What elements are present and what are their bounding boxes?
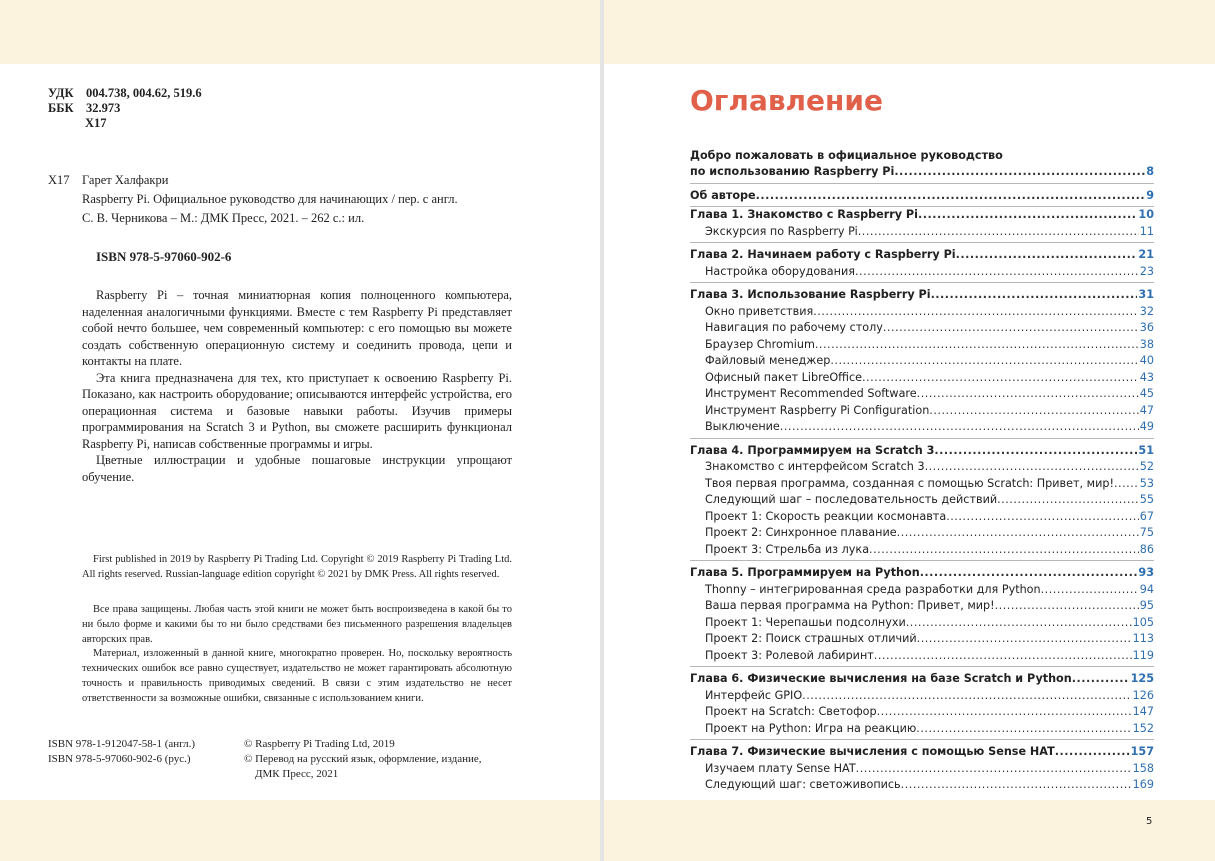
toc-entry-title: Проект 2: Синхронное плавание <box>705 526 897 539</box>
toc-page-number: 53 <box>1139 476 1154 490</box>
book-gutter <box>600 0 604 861</box>
toc-page-number: 51 <box>1138 443 1154 457</box>
toc-page-number: 113 <box>1132 632 1154 645</box>
leader-dots <box>830 353 1138 370</box>
toc-subentry[interactable] <box>690 721 1154 738</box>
toc-subentry[interactable] <box>690 688 1154 705</box>
toc-entry-title: Настройка оборудования <box>705 264 855 278</box>
leader-dots <box>883 320 1139 337</box>
leader-dots <box>855 264 1139 281</box>
toc-page-number: 45 <box>1139 387 1154 400</box>
toc-subentry[interactable] <box>690 492 1154 509</box>
bib-author: Гарет Халфакри <box>82 173 169 187</box>
leader-dots <box>874 648 1132 665</box>
toc-page-number: 9 <box>1146 188 1154 202</box>
toc-divider <box>690 438 1154 439</box>
rights-notice <box>82 603 512 707</box>
toc-subentry[interactable] <box>690 320 1154 337</box>
leader-dots <box>1041 582 1139 599</box>
udk-value: 004.738, 004.62, 519.6 <box>86 86 202 100</box>
toc-page-number: 32 <box>1139 304 1154 318</box>
leader-dots <box>894 164 1145 181</box>
toc-page-number: 169 <box>1132 778 1154 791</box>
toc-entry-title: Проект 1: Черепашьи подсолнухи <box>705 615 906 629</box>
toc-page-number: 11 <box>1139 224 1154 238</box>
table-of-contents <box>690 148 1154 794</box>
annotation-paragraph: Raspberry Pi – точная миниатюрная копия полноценного компьютера, наделенная аналогичными функциями. Вместе с тем Raspberry Pi представляет собой нечто большее, чем современный компьютер: с его помощью вы можете создать собственную операционную систему и соединить провода, цепи и контакты на плате. <box>82 288 512 368</box>
toc-divider <box>690 282 1154 283</box>
leader-dots <box>901 777 1132 794</box>
toc-entry-title: Следующий шаг – последовательность действий <box>705 493 998 506</box>
toc-subentry[interactable] <box>690 615 1154 632</box>
page-number: 5 <box>1146 816 1153 827</box>
toc-divider <box>690 242 1154 243</box>
toc-divider <box>690 739 1154 740</box>
bbk-value: 32.973 <box>86 101 121 115</box>
leader-dots <box>815 337 1139 354</box>
toc-divider <box>690 183 1154 184</box>
top-band <box>0 0 1215 64</box>
toc-chapter[interactable] <box>690 247 1154 264</box>
leader-dots <box>929 403 1138 420</box>
bottom-band <box>0 800 1215 861</box>
leader-dots <box>858 224 1139 241</box>
toc-subentry[interactable] <box>690 648 1154 665</box>
bbk-label: ББК <box>48 101 74 115</box>
toc-page-number: 38 <box>1139 337 1154 351</box>
toc-subentry[interactable] <box>690 704 1154 721</box>
toc-subentry[interactable] <box>690 403 1154 420</box>
toc-subentry[interactable] <box>690 386 1154 403</box>
toc-subentry[interactable] <box>690 761 1154 778</box>
isbn-russian: ISBN 978-5-97060-902-6 (рус.) <box>48 753 191 765</box>
copyright-line: © Перевод на русский язык, оформление, издание, <box>244 753 482 765</box>
toc-chapter[interactable] <box>690 443 1154 460</box>
toc-page-number: 93 <box>1138 566 1154 579</box>
toc-entry-title: Проект 3: Стрельба из лука <box>705 542 870 556</box>
toc-subentry[interactable] <box>690 337 1154 354</box>
toc-entry-title: Инструмент Raspberry Pi Configuration <box>705 403 930 417</box>
leader-dots <box>813 304 1139 321</box>
toc-subentry[interactable] <box>690 525 1154 542</box>
leader-dots <box>997 492 1139 509</box>
toc-entry-title: Окно приветствия <box>705 304 814 318</box>
toc-page-number: 157 <box>1130 745 1154 758</box>
toc-page-number: 43 <box>1139 370 1154 384</box>
copyright-english <box>82 552 512 582</box>
toc-page-number: 125 <box>1130 672 1154 685</box>
toc-page-number: 47 <box>1139 403 1154 417</box>
toc-page-number: 147 <box>1132 705 1154 718</box>
copyright-text: First published in 2019 by Raspberry Pi Trading Ltd. Copyright © 2019 Raspberry Pi Trading Ltd. All rights reserved. Russian-language edition copyright © 2021 by DMK Press. All rights reserved. <box>82 554 512 580</box>
leader-dots <box>995 598 1139 615</box>
toc-entry-title: Знакомство с интерфейсом Scratch 3 <box>705 460 925 473</box>
leader-dots <box>897 525 1139 542</box>
toc-entry-title: Инструмент Recommended Software <box>705 387 917 400</box>
toc-page-number: 94 <box>1139 582 1154 596</box>
leader-dots <box>956 247 1138 264</box>
toc-page-number: 119 <box>1132 648 1154 662</box>
toc-entry-title: Твоя первая программа, созданная с помощью Scratch: Привет, мир! <box>705 476 1114 490</box>
toc-entry-title: Браузер Chromium <box>705 337 815 351</box>
isbn-english: ISBN 978-1-912047-58-1 (англ.) <box>48 738 196 750</box>
toc-entry-title: Изучаем плату Sense HAT <box>705 761 856 775</box>
toc-divider <box>690 666 1154 667</box>
toc-page-number: 86 <box>1139 542 1154 556</box>
leader-dots <box>916 721 1131 738</box>
toc-subentry[interactable] <box>690 353 1154 370</box>
leader-dots <box>869 542 1139 559</box>
toc-entry-title: Проект 3: Ролевой лабиринт <box>705 648 874 662</box>
toc-entry-title: Глава 4. Программируем на Scratch 3 <box>690 443 935 457</box>
toc-entry-title: Проект на Scratch: Светофор <box>705 705 877 718</box>
leader-dots <box>802 688 1132 705</box>
toc-divider <box>690 560 1154 561</box>
toc-chapter[interactable] <box>690 207 1154 224</box>
toc-entry-title: Навигация по рабочему столу <box>705 321 883 334</box>
toc-page-number: 49 <box>1139 420 1154 433</box>
toc-entry-title: Выключение <box>705 420 780 433</box>
author-code: Х17 <box>85 116 107 130</box>
toc-entry-about[interactable] <box>690 188 1154 205</box>
leader-dots <box>917 631 1132 648</box>
toc-entry-title: Глава 1. Знакомство с Raspberry Pi <box>690 208 918 221</box>
toc-page-number: 52 <box>1139 460 1154 473</box>
toc-page-number: 31 <box>1138 288 1154 301</box>
toc-page-number: 21 <box>1138 248 1154 261</box>
leader-dots <box>1055 744 1130 761</box>
toc-entry-title: Глава 7. Физические вычисления с помощью Sense HAT <box>690 745 1055 758</box>
copyright-line: © Raspberry Pi Trading Ltd, 2019 <box>244 738 395 750</box>
rights-paragraph: Все права защищены. Любая часть этой книги не может быть воспроизведена в какой бы то ни было форме и какими бы то ни было средствами без письменного разрешения владельцев авторских прав. <box>82 604 512 645</box>
toc-subentry[interactable] <box>690 542 1154 559</box>
toc-entry-title: Офисный пакет LibreOffice <box>705 370 862 384</box>
leader-dots <box>862 370 1139 387</box>
toc-page-number: 67 <box>1139 509 1154 523</box>
toc-subentry[interactable] <box>690 304 1154 321</box>
leader-dots <box>877 704 1132 721</box>
annotation <box>82 287 512 485</box>
leader-dots <box>1114 476 1139 493</box>
leader-dots <box>1072 671 1130 688</box>
leader-dots <box>946 509 1139 526</box>
toc-title: Оглавление <box>690 84 884 117</box>
toc-entry-title: Файловый менеджер <box>705 354 831 367</box>
toc-page-number: 95 <box>1139 599 1154 612</box>
toc-subentry[interactable] <box>690 476 1154 493</box>
toc-chapter[interactable] <box>690 565 1154 582</box>
toc-page-number: 158 <box>1132 761 1154 775</box>
leader-dots <box>925 459 1139 476</box>
toc-page-number: 152 <box>1132 721 1154 735</box>
bibliographic-record <box>48 171 514 228</box>
toc-subentry[interactable] <box>690 509 1154 526</box>
toc-entry-title: Глава 2. Начинаем работу с Raspberry Pi <box>690 248 956 261</box>
toc-page-number: 126 <box>1132 688 1154 702</box>
toc-entry-welcome[interactable] <box>690 164 1154 181</box>
annotation-paragraph: Цветные иллюстрации и удобные пошаговые инструкции упрощают обучение. <box>82 453 512 484</box>
toc-entry-title: Thonny – интегрированная среда разработки для Python <box>705 582 1041 596</box>
udk-label: УДК <box>48 86 74 100</box>
toc-subentry[interactable] <box>690 419 1154 436</box>
annotation-paragraph: Эта книга предназначена для тех, кто приступает к освоению Raspberry Pi. Показано, как настроить оборудование; описываются интерфейс устройства, его операционная система и базовые навыки работы. Изучив примеры программирования на Scratch 3 и Python, вы сможете расширить функционал Raspberry Pi, написав собственные программы и игры. <box>82 370 512 451</box>
leader-dots <box>920 565 1138 582</box>
toc-subentry[interactable] <box>690 224 1154 241</box>
leader-dots <box>756 188 1146 205</box>
leader-dots <box>917 386 1139 403</box>
toc-page-number: 23 <box>1139 264 1154 278</box>
toc-subentry[interactable] <box>690 459 1154 476</box>
toc-page-number: 8 <box>1146 165 1154 178</box>
bib-line2: Raspberry Pi. Официальное руководство для начинающих / пер. с англ. <box>82 192 458 206</box>
toc-entry-title: Экскурсия по Raspberry Pi <box>705 224 858 238</box>
toc-entry-title: Интерфейс GPIO <box>705 688 803 702</box>
toc-entry-title: Об авторе <box>690 188 756 202</box>
toc-subentry[interactable] <box>690 631 1154 648</box>
leader-dots <box>918 207 1137 224</box>
toc-page-number: 40 <box>1139 354 1154 367</box>
bib-line3: С. В. Черникова – М.: ДМК Пресс, 2021. – 262 с.: ил. <box>82 211 365 225</box>
toc-entry-title: Глава 5. Программируем на Python <box>690 566 920 579</box>
toc-chapter[interactable] <box>690 671 1154 688</box>
toc-subentry[interactable] <box>690 264 1154 281</box>
toc-chapters <box>690 207 1154 794</box>
toc-entry-title: Глава 3. Использование Raspberry Pi <box>690 288 931 301</box>
rights-paragraph: Материал, изложенный в данной книге, многократно проверен. Но, поскольку вероятность технических ошибок все равно существует, издательство не может гарантировать абсолютную точность и правильность приводимых сведений. В связи с этим издательство не несет ответственности за возможные ошибки, связанные с использованием книги. <box>82 648 512 704</box>
toc-entry-title: Следующий шаг: светоживопись <box>705 778 901 791</box>
bib-tag: Х17 <box>48 173 70 187</box>
leader-dots <box>906 615 1132 632</box>
toc-entry-title: Ваша первая программа на Python: Привет, мир! <box>705 599 995 612</box>
classification-block <box>48 86 202 131</box>
toc-page-number: 105 <box>1132 615 1154 629</box>
leader-dots <box>780 419 1139 436</box>
leader-dots <box>856 761 1132 778</box>
leader-dots <box>931 287 1138 304</box>
toc-chapter[interactable] <box>690 744 1154 761</box>
toc-welcome-line1: Добро пожаловать в официальное руководство <box>690 149 1003 162</box>
toc-subentry[interactable] <box>690 370 1154 387</box>
toc-entry-title: Проект на Python: Игра на реакцию <box>705 721 917 735</box>
toc-page-number: 75 <box>1139 526 1154 539</box>
toc-chapter[interactable] <box>690 287 1154 304</box>
leader-dots <box>934 443 1137 460</box>
toc-entry-title: по использованию Raspberry Pi <box>690 165 895 178</box>
toc-entry-title: Проект 1: Скорость реакции космонавта <box>705 509 947 523</box>
toc-page-number: 10 <box>1138 208 1154 221</box>
toc-page-number: 55 <box>1139 493 1154 506</box>
toc-subentry[interactable] <box>690 777 1154 794</box>
copyright-line: ДМК Пресс, 2021 <box>255 768 339 780</box>
toc-entry-title: Проект 2: Поиск страшных отличий <box>705 632 917 645</box>
toc-page-number: 36 <box>1139 321 1154 334</box>
toc-subentry[interactable] <box>690 582 1154 599</box>
isbn-main: ISBN 978-5-97060-902-6 <box>96 249 232 264</box>
toc-entry-title: Глава 6. Физические вычисления на базе Scratch и Python <box>690 672 1072 685</box>
toc-subentry[interactable] <box>690 598 1154 615</box>
